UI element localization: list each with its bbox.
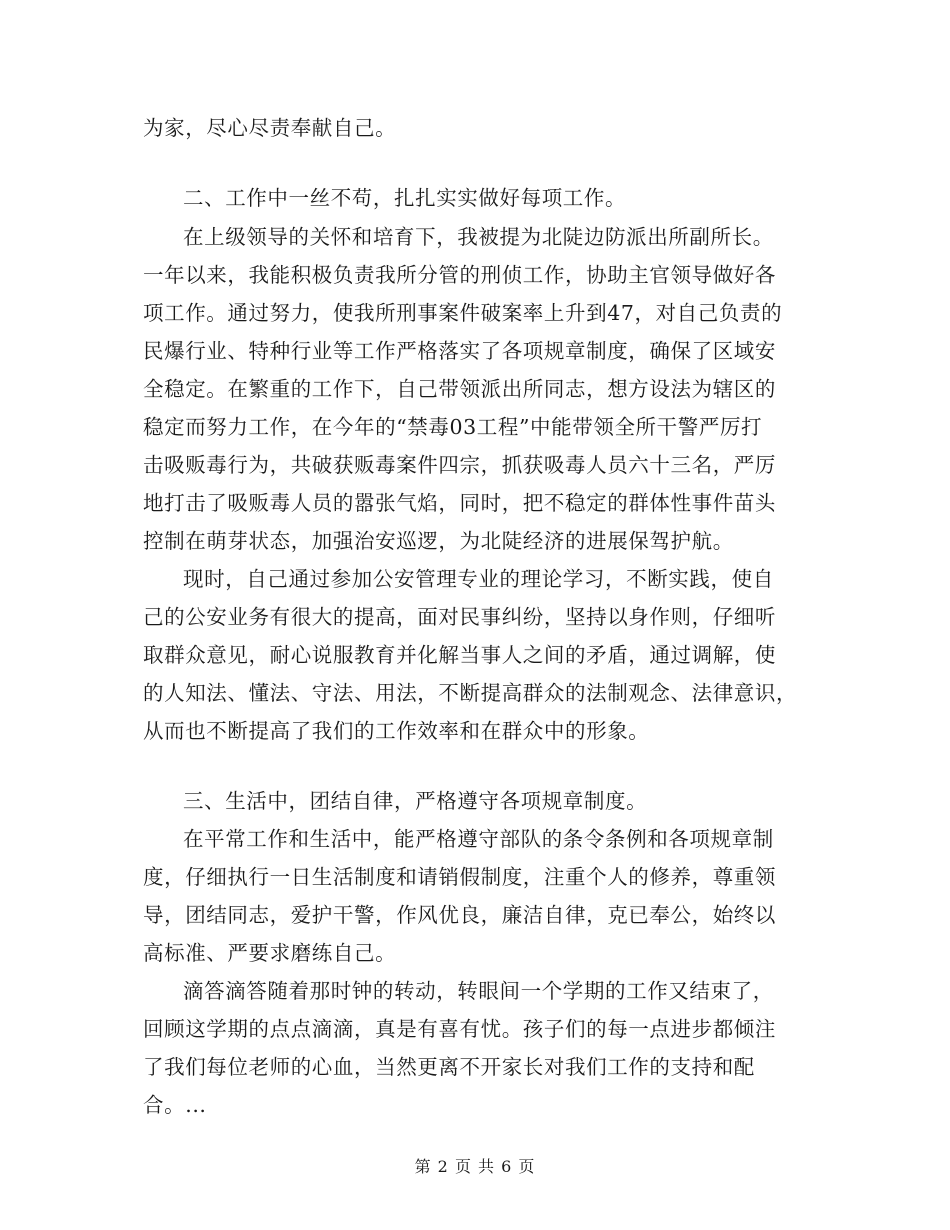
text-line: 控制在萌芽状态，加强治安巡逻，为北陡经济的进展保驾护航。 bbox=[143, 529, 734, 553]
text-line: 回顾这学期的点点滴滴，真是有喜有忧。孩子们的每一点进步都倾注 bbox=[143, 1017, 776, 1041]
text-line: 一年以来，我能积极负责我所分管的刑侦工作，协助主官领导做好各 bbox=[143, 263, 776, 287]
text-line: 地打击了吸贩毒人员的嚣张气焰，同时，把不稳定的群体性事件苗头 bbox=[143, 491, 776, 515]
text-line: 取群众意见，耐心说服教育并化解当事人之间的矛盾，通过调解，使 bbox=[143, 643, 776, 667]
text-line: 全稳定。在繁重的工作下，自己带领派出所同志，想方设法为辖区的 bbox=[143, 377, 776, 401]
text-line: 从而也不断提高了我们的工作效率和在群众中的形象。 bbox=[143, 719, 650, 743]
text-line: 的人知法、懂法、守法、用法，不断提高群众的法制观念、法律意识， bbox=[143, 681, 798, 705]
text-line: 高标准、严要求磨练自己。 bbox=[143, 941, 397, 965]
text-line: 民爆行业、特种行业等工作严格落实了各项规章制度，确保了区域安 bbox=[143, 339, 776, 363]
text-line: 在平常工作和生活中，能严格遵守部队的条令条例和各项规章制 bbox=[183, 827, 774, 851]
text-line: 合。... bbox=[143, 1093, 207, 1117]
section-heading: 二、工作中一丝不苟，扎扎实实做好每项工作。 bbox=[183, 186, 627, 210]
section-heading: 三、生活中，团结自律，严格遵守各项规章制度。 bbox=[183, 789, 648, 813]
page-number-footer: 第 2 页 共 6 页 bbox=[414, 1157, 536, 1176]
text-line: 在上级领导的关怀和培育下，我被提为北陡边防派出所副所长。 bbox=[183, 225, 774, 249]
text-line: 了我们每位老师的心血，当然更离不开家长对我们工作的支持和配 bbox=[143, 1055, 755, 1079]
text-line: 项工作。通过努力，使我所刑事案件破案率上升到47，对自己负责的 bbox=[143, 301, 783, 325]
text-line: 现时，自己通过参加公安管理专业的理论学习，不断实践，使自 bbox=[183, 567, 774, 591]
text-line: 稳定而努力工作，在今年的“禁毒03工程”中能带领全所干警严厉打 bbox=[143, 415, 763, 439]
text-line: 击吸贩毒行为，共破获贩毒案件四宗，抓获吸毒人员六十三名，严厉 bbox=[143, 453, 776, 477]
text-line: 滴答滴答随着那时钟的转动，转眼间一个学期的工作又结束了， bbox=[183, 979, 774, 1003]
text-line: 度，仔细执行一日生活制度和请销假制度，注重个人的修养，尊重领 bbox=[143, 865, 776, 889]
text-line: 为家，尽心尽责奉献自己。 bbox=[143, 116, 397, 140]
text-line: 导，团结同志，爱护干警，作风优良，廉洁自律，克已奉公，始终以 bbox=[143, 903, 776, 927]
text-line: 己的公安业务有很大的提高，面对民事纠纷，坚持以身作则，仔细听 bbox=[143, 605, 776, 629]
